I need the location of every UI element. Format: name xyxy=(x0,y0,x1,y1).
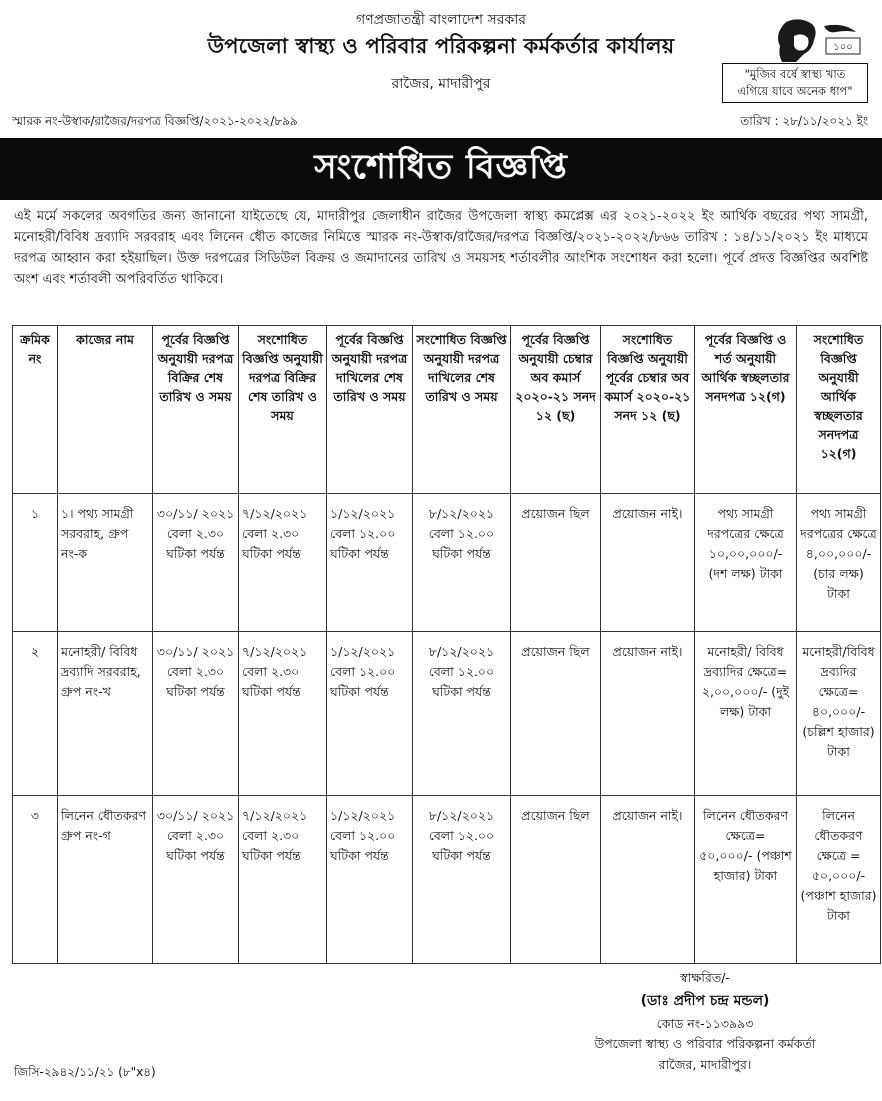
slogan-line: এগিয়ে যাবে অনেক ধাপ" xyxy=(737,84,853,98)
table-row xyxy=(13,796,881,964)
table-cell: মনোহরী/ বিবিধ দ্রব্যাদির ক্ষেত্রে= ২,০০,০০০/- (দুই লক্ষ) টাকা xyxy=(695,632,797,796)
table-row xyxy=(13,632,881,796)
notice-title: সংশোধিত বিজ্ঞপ্তি xyxy=(314,146,568,187)
table-cell: লিনেন ধৌতকরণ গ্রুপ নং-গ xyxy=(58,796,153,964)
signatory-name: (ডাঃ প্রদীপ চন্দ্র মন্ডল) xyxy=(640,993,770,1009)
table-cell: ৮/১২/২০২১ বেলা ১২.০০ ঘটিকা পর্যন্ত xyxy=(413,494,511,632)
column-header: ক্রমিক নং xyxy=(13,326,58,494)
government-name: গণপ্রজাতন্ত্রী বাংলাদেশ সরকার xyxy=(356,12,526,28)
memo-number: স্মারক নং-উস্বাক/রাজৈর/দরপত্র বিজ্ঞপ্তি/২০২১-২০২২/৮৯৯ xyxy=(12,114,298,128)
table-cell: লিনেন ধৌতকরণ ক্ষেত্রে= ৫০,০০০/- (পঞ্চাশ হাজার) টাকা xyxy=(695,796,797,964)
table-cell: ১। পথ্য সামগ্রী সরবরাহ, গ্রুপ নং-ক xyxy=(58,494,153,632)
column-header: পূর্বের বিজ্ঞপ্তি অনুযায়ী দরপত্র বিক্রির শেষ তারিখ ও সময় xyxy=(153,326,239,494)
column-header: পূর্বের বিজ্ঞপ্তি অনুযায়ী দরপত্র দাখিলের শেষ তারিখ ও সময় xyxy=(327,326,413,494)
table-cell: প্রয়োজন নাই। xyxy=(601,494,695,632)
gd-reference: জিসি-২৯৪২/১১/২১ (৮"x৪) xyxy=(14,1065,156,1079)
column-header: সংশোধিত বিজ্ঞপ্তি অনুযায়ী পূর্বের চেম্বার অব কমার্স ২০২০-২১ সনদ ১২ (ছ) xyxy=(601,326,695,494)
table-row xyxy=(13,494,881,632)
notice-date: তারিখ : ২৮/১১/২০২১ ইং xyxy=(740,114,868,128)
column-header: সংশোধিত বিজ্ঞপ্তি অনুযায়ী আর্থিক স্বচ্ছলতার সনদপত্র ১২(গ) xyxy=(797,326,881,494)
table-cell: প্রয়োজন ছিল xyxy=(511,494,601,632)
table-header-row xyxy=(13,326,881,494)
table-cell: ৩ xyxy=(13,796,58,964)
table-cell: প্রয়োজন নাই। xyxy=(601,796,695,964)
column-header: পূর্বের বিজ্ঞপ্তি ও শর্ত অনুযায়ী আর্থিক স্বচ্ছলতার সনদপত্র ১২(গ) xyxy=(695,326,797,494)
column-header: সংশোধিত বিজ্ঞপ্তি অনুযায়ী দরপত্র দাখিলের শেষ তারিখ ও সময় xyxy=(413,326,511,494)
table-cell: ৮/১২/২০২১ বেলা ১২.০০ ঘটিকা পর্যন্ত xyxy=(413,796,511,964)
signatory-designation: উপজেলা স্বাস্থ্য ও পরিবার পরিকল্পনা কর্মকর্তা xyxy=(594,1036,816,1051)
svg-text:১০০: ১০০ xyxy=(833,42,853,53)
table-cell: ৩০/১১/ ২০২১ বেলা ২.৩০ ঘটিকা পর্যন্ত xyxy=(153,494,239,632)
table-cell: পথ্য সামগ্রী দরপত্রের ক্ষেত্রে ১০,০০,০০০/- (দশ লক্ষ) টাকা xyxy=(695,494,797,632)
notice-banner xyxy=(0,138,882,200)
office-location: রাজৈর, মাদারীপুর xyxy=(391,76,491,92)
table-cell: ১/১২/২০২১ বেলা ১২.০০ ঘটিকা পর্যন্ত xyxy=(327,632,413,796)
signatory-place: রাজৈর, মাদারীপুর। xyxy=(658,1057,752,1072)
table-cell: ৭/১২/২০২১ বেলা ২.৩০ ঘটিকা পর্যন্ত xyxy=(239,494,327,632)
table-cell: ৮/১২/২০২১ বেলা ১২.০০ ঘটিকা পর্যন্ত xyxy=(413,632,511,796)
slogan-line: "মুজিব বর্ষে স্বাস্থ্য খাত xyxy=(744,67,846,81)
table-cell: ১/১২/২০২১ বেলা ১২.০০ ঘটিকা পর্যন্ত xyxy=(327,494,413,632)
table-cell: ৭/১২/২০২১ বেলা ২.৩০ ঘটিকা পর্যন্ত xyxy=(239,632,327,796)
slogan-box xyxy=(722,63,868,103)
letterhead xyxy=(0,0,882,138)
signed-label: স্বাক্ষরিত/- xyxy=(680,970,730,985)
table-cell: পথ্য সামগ্রী দরপত্রের ক্ষেত্রে ৪,০০,০০০/- (চার লক্ষ) টাকা xyxy=(797,494,881,632)
intro-paragraph: এই মর্মে সকলের অবগতির জন্য জানানো যাইতেছে যে, মাদারীপুর জেলাধীন রাজৈর উপজেলা স্বাস্থ্য কমপ্লেক্স এর ২০২১-২০২২ ইং আর্থিক বছরের পথ্য সামগ্রী, মনোহরী/বিবিধ দ্রব্যাদি সরবরাহ এবং লিনেন ধৌত কাজের নিমিত্তে স্মারক নং-উস্বাক/রাজৈর/দরপত্র বিজ্ঞপ্তি/২০২১-২০২২/৮৬৬ তারিখ : ১৪/১১/২০২১ ইং মাধ্যমে দরপত্র আহ্বান করা হইয়াছিল। উক্ত দরপত্রের সিডিউল বিক্রয় ও জমাদানের তারিখ ও সময়সহ শর্তাবলীর আংশিক সংশোধন করা হলো। পূর্বে প্রদত্ত বিজ্ঞপ্তির অবশিষ্ট অংশ এবং শর্তাবলী অপরিবর্তিত থাকিবে। xyxy=(14,209,868,287)
signatory-code: কোড নং-১১৩৯৯৩ xyxy=(656,1016,754,1031)
table-cell: ৩০/১১/ ২০২১ বেলা ২.৩০ ঘটিকা পর্যন্ত xyxy=(153,796,239,964)
table-cell: লিনেন ধৌতকরণ ক্ষেত্রে = ৫০,০০০/- (পঞ্চাশ হাজার) টাকা xyxy=(797,796,881,964)
table-cell: মনোহরী/বিবিধ দ্রব্যদির ক্ষেত্রে= ৪০,০০০/- (চল্লিশ হাজার) টাকা xyxy=(797,632,881,796)
table-cell: ৩০/১১/ ২০২১ বেলা ২.৩০ ঘটিকা পর্যন্ত xyxy=(153,632,239,796)
table-cell: প্রয়োজন ছিল xyxy=(511,796,601,964)
table-cell: ১/১২/২০২১ বেলা ১২.০০ ঘটিকা পর্যন্ত xyxy=(327,796,413,964)
table-cell: ৭/১২/২০২১ বেলা ২.৩০ ঘটিকা পর্যন্ত xyxy=(239,796,327,964)
table-cell: প্রয়োজন নাই। xyxy=(601,632,695,796)
column-header: পূর্বের বিজ্ঞপ্তি অনুযায়ী চেম্বার অব কমার্স ২০২০-২১ সনদ ১২ (ছ) xyxy=(511,326,601,494)
mujib-year-logo-icon xyxy=(764,16,864,64)
office-name: উপজেলা স্বাস্থ্য ও পরিবার পরিকল্পনা কর্মকর্তার কার্যালয় xyxy=(207,34,675,58)
column-header: কাজের নাম xyxy=(58,326,153,494)
table-cell: প্রয়োজন ছিল xyxy=(511,632,601,796)
revision-table xyxy=(12,325,881,964)
table-cell: ১ xyxy=(13,494,58,632)
column-header: সংশোধিত বিজ্ঞপ্তি অনুযায়ী দরপত্র বিক্রির শেষ তারিখ ও সময় xyxy=(239,326,327,494)
table-cell: ২ xyxy=(13,632,58,796)
table-cell: মনোহরী/ বিবিধ দ্রব্যাদি সরবরাহ, গ্রুপ নং-খ xyxy=(58,632,153,796)
